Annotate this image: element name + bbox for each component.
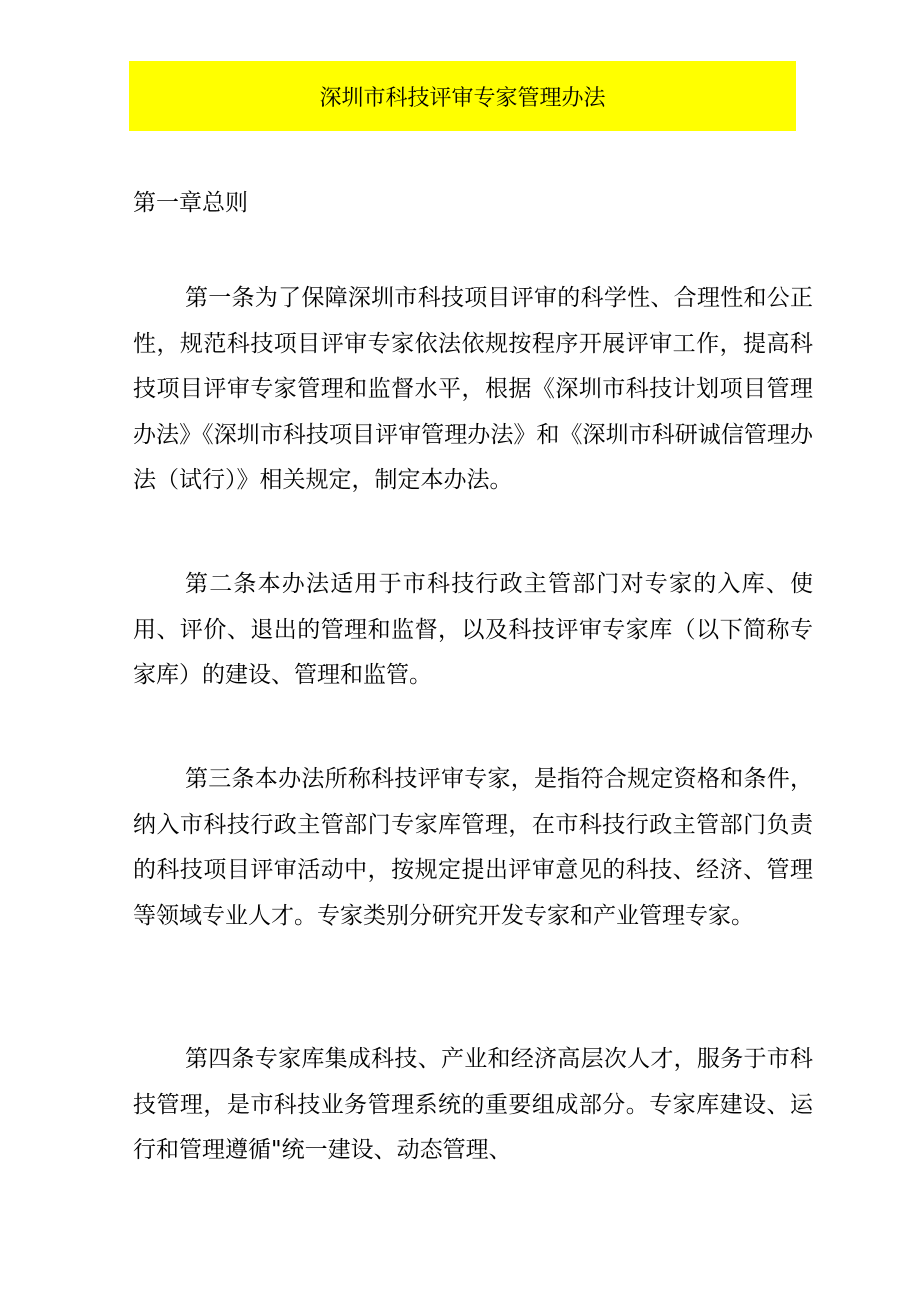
article-3: 第三条本办法所称科技评审专家，是指符合规定资格和条件，纳入市科技行政主管部门专家库管理，在市科技行政主管部门负责的科技项目评审活动中，按规定提出评审意见的科技、经济、管理等领域专业人才。专家类别分研究开发专家和产业管理专家。 (133, 766, 813, 929)
chapter-heading: 第一章总则 (133, 190, 248, 216)
document-title: 深圳市科技评审专家管理办法 (319, 85, 606, 111)
article-4: 第四条专家库集成科技、产业和经济高层次人才，服务于市科技管理，是市科技业务管理系统的重要组成部分。专家库建设、运行和管理遵循"统一建设、动态管理、 (133, 1046, 813, 1163)
article-2: 第二条本办法适用于市科技行政主管部门对专家的入库、使用、评价、退出的管理和监督，以及科技评审专家库（以下简称专家库）的建设、管理和监管。 (133, 571, 813, 688)
title-highlight (129, 61, 796, 131)
article-1: 第一条为了保障深圳市科技项目评审的科学性、合理性和公正性，规范科技项目评审专家依法依规按程序开展评审工作，提高科技项目评审专家管理和监督水平，根据《深圳市科技计划项目管理办法》《深圳市科技项目评审管理办法》和《深圳市科研诚信管理办法（试行）》相关规定，制定本办法。 (133, 285, 813, 493)
